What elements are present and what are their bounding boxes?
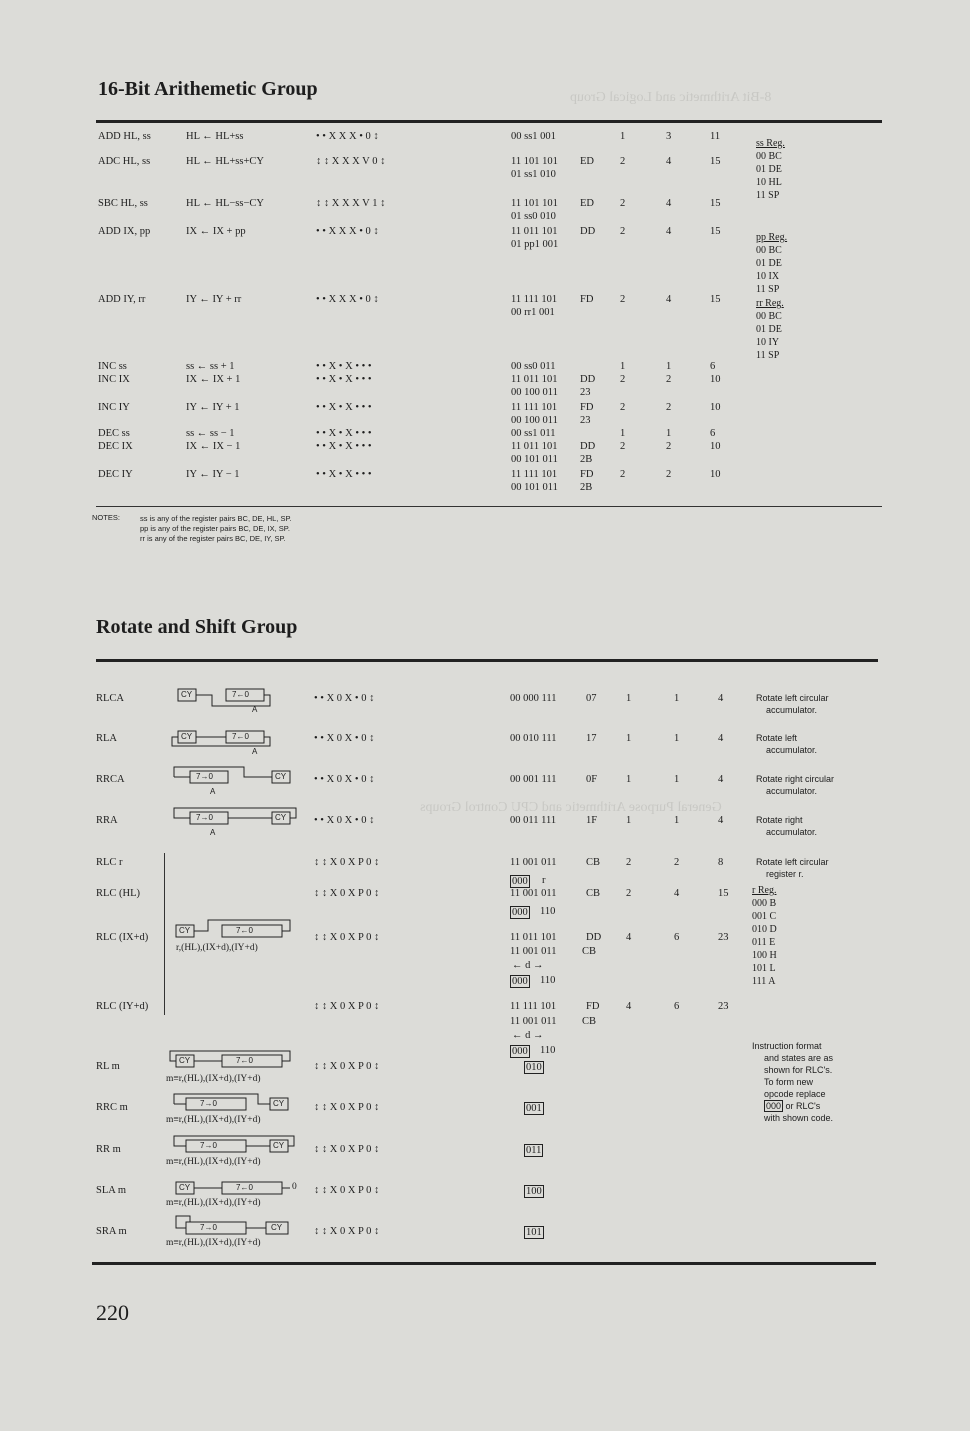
opcode-binary: 00 101 011 <box>511 482 558 493</box>
byte-count: 2 <box>620 374 626 385</box>
opcode-box: 000 <box>512 876 528 887</box>
m-cycles: 2 <box>674 857 680 868</box>
displacement: ← d → <box>512 1030 544 1041</box>
r-reg-row: 111 A <box>752 976 776 987</box>
m-cycles: 1 <box>674 733 680 744</box>
opcode-binary: 010 <box>526 1062 542 1073</box>
flags: ↕ ↕ X 0 X P 0 ↕ <box>314 1226 380 1237</box>
opcode-suffix: r <box>542 875 546 886</box>
r-reg-row: 000 B <box>752 898 777 909</box>
byte-count: 1 <box>620 428 626 439</box>
opcode-binary: 11 001 011 <box>510 1016 557 1027</box>
byte-count: 1 <box>620 361 626 372</box>
t-states: 8 <box>718 857 724 868</box>
m-cycles: 1 <box>674 815 680 826</box>
pp-reg-row: 11 SP <box>756 284 780 295</box>
byte-count: 1 <box>626 815 632 826</box>
pp-reg-row: 10 IX <box>756 271 780 282</box>
byte-count: 2 <box>626 888 632 899</box>
rr-operand-note: m≡r,(HL),(IX+d),(IY+d) <box>166 1157 261 1167</box>
opcode-binary: 11 011 101 <box>511 374 558 385</box>
flags: ↕ ↕ X X X V 1 ↕ <box>316 198 386 209</box>
mnemonic: ADD HL, ss <box>98 131 151 142</box>
opcode-box: 000 <box>512 1046 528 1057</box>
opcode-hex: 2B <box>580 454 593 465</box>
opcode-binary: 11 111 101 <box>511 469 558 480</box>
mnemonic: SRA m <box>96 1226 127 1237</box>
note-text: or RLC's <box>785 1101 821 1111</box>
mnemonic: RRC m <box>96 1102 128 1113</box>
comment-line-1: Rotate right circular <box>756 774 835 784</box>
opcode-binary: 11 111 101 <box>511 402 558 413</box>
opcode-hex: CB <box>582 946 597 957</box>
bleed-through-heading: 8-Bit Arithmetic and Logical Group <box>570 90 772 105</box>
note-line: To form new <box>764 1077 814 1087</box>
opcode-binary: 00 011 111 <box>510 815 557 826</box>
diagram-label-cy: CY <box>179 926 191 935</box>
rlc-diagram <box>176 920 290 937</box>
mnemonic: ADC HL, ss <box>98 156 151 167</box>
flags: ↕ ↕ X 0 X P 0 ↕ <box>314 1144 380 1155</box>
pp-reg-row: 01 DE <box>756 258 782 269</box>
t-states: 15 <box>710 156 721 167</box>
diagram-label-a: A <box>252 705 258 714</box>
m-cycles: 1 <box>674 693 680 704</box>
comment-line-1: Rotate left <box>756 733 798 743</box>
m-cycles: 2 <box>666 469 672 480</box>
mnemonic: RLA <box>96 733 117 744</box>
note-line: Instruction format <box>752 1041 822 1051</box>
r-reg-row: 010 D <box>752 924 777 935</box>
opcode-suffix: 110 <box>540 1045 556 1056</box>
mnemonic: INC IX <box>98 374 130 385</box>
opcode-hex: CB <box>582 1016 597 1027</box>
diagram-label-bits-r: 7→0 <box>200 1141 217 1150</box>
comment-line-1: Rotate right <box>756 815 803 825</box>
opcode-hex: DD <box>580 374 596 385</box>
note-line: and states are as <box>764 1053 834 1063</box>
opcode-binary: 00 ss1 011 <box>511 428 556 439</box>
note-line: rr is any of the register pairs BC, DE, IY, SP. <box>140 534 286 543</box>
flags: • • X • X • • • <box>316 469 372 480</box>
diagram-label-bits-r: 7→0 <box>196 772 213 781</box>
mnemonic: SBC HL, ss <box>98 198 148 209</box>
opcode-hex: DD <box>580 441 596 452</box>
diagram-label-cy: CY <box>181 732 193 741</box>
flags: • • X • X • • • <box>316 441 372 452</box>
opcode-hex: DD <box>586 932 602 943</box>
opcode-binary: 01 ss0 010 <box>511 211 556 222</box>
comment-line-1: Rotate left circular <box>756 693 829 703</box>
opcode-binary: 11 101 101 <box>511 198 558 209</box>
sla-zero-in: 0 <box>292 1182 297 1192</box>
flags: ↕ ↕ X 0 X P 0 ↕ <box>314 1102 380 1113</box>
mnemonic: RR m <box>96 1144 121 1155</box>
t-states: 6 <box>710 361 716 372</box>
flags: • • X X X • 0 ↕ <box>316 131 379 142</box>
byte-count: 1 <box>626 774 632 785</box>
m-cycles: 6 <box>674 932 680 943</box>
notes-label: NOTES: <box>92 513 120 522</box>
flags: • • X 0 X • 0 ↕ <box>314 693 375 704</box>
mnemonic: DEC ss <box>98 428 130 439</box>
m-cycles: 2 <box>666 402 672 413</box>
opcode-suffix: 110 <box>540 906 556 917</box>
m-cycles: 4 <box>666 294 672 305</box>
m-cycles: 4 <box>666 226 672 237</box>
opcode-binary: 00 100 011 <box>511 387 558 398</box>
diagram-label-bits-l: 7←0 <box>232 732 249 741</box>
flags: • • X • X • • • <box>316 428 372 439</box>
byte-count: 2 <box>620 441 626 452</box>
diagram-label-a: A <box>252 747 258 756</box>
note-line <box>752 1100 833 1112</box>
opcode-hex: 07 <box>586 693 597 704</box>
t-states: 23 <box>718 1001 729 1012</box>
diagram-label-cy: CY <box>275 813 287 822</box>
opcode-hex: 0F <box>586 774 598 785</box>
sra-operand-note: m≡r,(HL),(IX+d),(IY+d) <box>166 1238 261 1248</box>
note-line: shown for RLC's. <box>764 1065 833 1075</box>
opcode-hex: FD <box>580 402 594 413</box>
opcode-hex: DD <box>580 226 596 237</box>
opcode-hex: FD <box>580 469 594 480</box>
mnemonic: RLC (HL) <box>96 888 141 899</box>
rr-reg-row: 11 SP <box>756 350 780 361</box>
byte-count: 2 <box>626 857 632 868</box>
operation: HL ← HL+ss <box>186 131 244 142</box>
mnemonic: RLC (IY+d) <box>96 1001 149 1012</box>
flags: • • X 0 X • 0 ↕ <box>314 774 375 785</box>
comment-line-2: accumulator. <box>766 745 818 755</box>
m-cycles: 4 <box>674 888 680 899</box>
diagram-label-cy: CY <box>273 1099 285 1108</box>
bleed-through-heading-2: General Purpose Arithmetic and CPU Control Groups <box>420 800 722 815</box>
byte-count: 2 <box>620 156 626 167</box>
note-line: opcode replace <box>764 1089 826 1099</box>
operation: IY ← IY + 1 <box>186 402 240 413</box>
opcode-hex: CB <box>586 857 601 868</box>
byte-count: 1 <box>626 733 632 744</box>
opcode-hex: ED <box>580 156 594 167</box>
flags: • • X 0 X • 0 ↕ <box>314 815 375 826</box>
comment-line-1: Rotate left circular <box>756 857 829 867</box>
opcode-binary: 11 011 101 <box>511 226 558 237</box>
sla-diagram <box>176 1182 290 1194</box>
opcode-binary: 01 pp1 001 <box>511 239 559 250</box>
operation: HL ← HL−ss−CY <box>186 198 264 209</box>
diagram-label-cy: CY <box>273 1141 285 1150</box>
flags: • • X X X • 0 ↕ <box>316 226 379 237</box>
ss-reg-row: 01 DE <box>756 164 782 175</box>
diagram-label-a: A <box>210 787 216 796</box>
diagram-label-cy: CY <box>275 772 287 781</box>
byte-count: 2 <box>620 198 626 209</box>
opcode-hex: CB <box>586 888 601 899</box>
diagram-label-bits-r: 7→0 <box>200 1223 217 1232</box>
opcode-hex: ED <box>580 198 594 209</box>
page-number: 220 <box>96 1300 129 1325</box>
rrc-diagram <box>174 1094 288 1110</box>
mnemonic: RRA <box>96 815 118 826</box>
opcode-binary: 11 001 011 <box>510 857 557 868</box>
mnemonic: ADD IY, rr <box>98 294 146 305</box>
m-cycles: 1 <box>674 774 680 785</box>
m-cycles: 1 <box>666 428 672 439</box>
arith-group-title: 16-Bit Arithemetic Group <box>98 78 318 100</box>
opcode-binary: 11 111 101 <box>510 1001 557 1012</box>
rotate-group-title: Rotate and Shift Group <box>96 616 298 638</box>
rr-reg-row: 10 IY <box>756 337 780 348</box>
diagram-label-bits-l: 7←0 <box>236 1183 253 1192</box>
opcode-binary: 001 <box>526 1103 542 1114</box>
flags: • • X • X • • • <box>316 402 372 413</box>
diagram-label-a: A <box>210 828 216 837</box>
opcode-binary: 00 ss0 011 <box>511 361 556 372</box>
diagram-label-cy: CY <box>179 1056 191 1065</box>
opcode-binary: 00 010 111 <box>510 733 557 744</box>
flags: ↕ ↕ X 0 X P 0 ↕ <box>314 888 380 899</box>
mnemonic: RL m <box>96 1061 120 1072</box>
opcode-binary: 01 ss1 010 <box>511 169 556 180</box>
flags: ↕ ↕ X 0 X P 0 ↕ <box>314 932 380 943</box>
opcode-binary: 11 101 101 <box>511 156 558 167</box>
r-reg-row: 101 L <box>752 963 776 974</box>
opcode-box: 000 <box>512 907 528 918</box>
diagram-label-cy: CY <box>181 690 193 699</box>
t-states: 4 <box>718 733 724 744</box>
note-line: with shown code. <box>764 1113 834 1123</box>
ss-reg-header: ss Reg. <box>756 138 785 149</box>
rr-reg-row: 01 DE <box>756 324 782 335</box>
opcode-binary: 00 000 111 <box>510 693 557 704</box>
rlc-operand-note: r,(HL),(IX+d),(IY+d) <box>176 943 258 953</box>
m-cycles: 2 <box>666 441 672 452</box>
byte-count: 2 <box>620 469 626 480</box>
ss-reg-row: 10 HL <box>756 177 782 188</box>
flags: ↕ ↕ X 0 X P 0 ↕ <box>314 857 380 868</box>
pp-reg-row: 00 BC <box>756 245 782 256</box>
r-reg-row: 100 H <box>752 950 777 961</box>
comment-line-2: register r. <box>766 869 804 879</box>
diagram-label-bits-r: 7→0 <box>196 813 213 822</box>
byte-count: 2 <box>620 226 626 237</box>
comment-line-2: accumulator. <box>766 705 818 715</box>
mnemonic: RLC r <box>96 857 123 868</box>
flags: ↕ ↕ X 0 X P 0 ↕ <box>314 1061 380 1072</box>
rrc-operand-note: m≡r,(HL),(IX+d),(IY+d) <box>166 1115 261 1125</box>
m-cycles: 4 <box>666 156 672 167</box>
t-states: 11 <box>710 131 721 142</box>
t-states: 4 <box>718 774 724 785</box>
diagram-label-cy: CY <box>271 1223 283 1232</box>
mnemonic: DEC IY <box>98 469 133 480</box>
r-reg-row: 001 C <box>752 911 777 922</box>
opcode-hex: 17 <box>586 733 597 744</box>
opcode-binary: 00 101 011 <box>511 454 558 465</box>
displacement: ← d → <box>512 960 544 971</box>
opcode-binary: 11 111 101 <box>511 294 558 305</box>
rotate-bottom-rule <box>92 1262 876 1265</box>
t-states: 10 <box>710 441 721 452</box>
opcode-hex: 2B <box>580 482 593 493</box>
t-states: 10 <box>710 469 721 480</box>
rlc-group-brace <box>160 853 165 1015</box>
opcode-binary: 11 001 011 <box>510 888 557 899</box>
t-states: 10 <box>710 402 721 413</box>
diagram-label-bits-r: 7→0 <box>200 1099 217 1108</box>
opcode-binary: 101 <box>526 1227 542 1238</box>
t-states: 4 <box>718 815 724 826</box>
opcode-binary: 00 ss1 001 <box>511 131 556 142</box>
mnemonic: ADD IX, pp <box>98 226 151 237</box>
opcode-binary: 11 001 011 <box>510 946 557 957</box>
opcode-binary: 011 <box>526 1145 542 1156</box>
flags: ↕ ↕ X 0 X P 0 ↕ <box>314 1001 380 1012</box>
t-states: 15 <box>710 198 721 209</box>
rr-reg-row: 00 BC <box>756 311 782 322</box>
opcode-binary: 100 <box>526 1186 542 1197</box>
flags: ↕ ↕ X X X V 0 ↕ <box>316 156 386 167</box>
rrca-diagram <box>174 767 290 783</box>
opcode-hex: 1F <box>586 815 598 826</box>
m-cycles: 2 <box>666 374 672 385</box>
operation: IX ← IX + pp <box>186 226 246 237</box>
comment-line-2: accumulator. <box>766 786 818 796</box>
t-states: 15 <box>710 226 721 237</box>
byte-count: 1 <box>626 693 632 704</box>
operation: IX ← IX − 1 <box>186 441 241 452</box>
byte-count: 2 <box>620 294 626 305</box>
r-reg-header: r Reg. <box>752 885 777 896</box>
opcode-hex: FD <box>586 1001 600 1012</box>
flags: ↕ ↕ X 0 X P 0 ↕ <box>314 1185 380 1196</box>
operation: ss ← ss + 1 <box>186 361 235 372</box>
opcode-box: 000 <box>512 976 528 987</box>
flags: • • X • X • • • <box>316 374 372 385</box>
byte-count: 1 <box>620 131 626 142</box>
m-cycles: 4 <box>666 198 672 209</box>
diagram-label-bits-l: 7←0 <box>232 690 249 699</box>
pp-reg-header: pp Reg. <box>756 232 788 243</box>
note-line: pp is any of the register pairs BC, DE, IX, SP. <box>140 524 290 533</box>
opcode-binary: 11 011 101 <box>510 932 557 943</box>
instruction-format-note <box>752 1040 833 1124</box>
mnemonic: SLA m <box>96 1185 127 1196</box>
opcode-hex: 23 <box>580 387 591 398</box>
sla-operand-note: m≡r,(HL),(IX+d),(IY+d) <box>166 1198 261 1208</box>
operation: IY ← IY + rr <box>186 294 242 305</box>
opcode-hex: FD <box>580 294 594 305</box>
mnemonic: RLCA <box>96 693 125 704</box>
comment-line-2: accumulator. <box>766 827 818 837</box>
mnemonic: RRCA <box>96 774 125 785</box>
flags: • • X X X • 0 ↕ <box>316 294 379 305</box>
byte-count: 4 <box>626 932 632 943</box>
r-register-table <box>752 884 777 988</box>
m-cycles: 1 <box>666 361 672 372</box>
opcode-binary: 00 001 111 <box>510 774 557 785</box>
rr-reg-header: rr Reg. <box>756 298 784 309</box>
byte-count: 4 <box>626 1001 632 1012</box>
t-states: 10 <box>710 374 721 385</box>
mnemonic: RLC (IX+d) <box>96 932 149 943</box>
m-cycles: 6 <box>674 1001 680 1012</box>
opcode-binary: 00 rr1 001 <box>511 307 555 318</box>
flags: • • X 0 X • 0 ↕ <box>314 733 375 744</box>
r-reg-row: 011 E <box>752 937 776 948</box>
mnemonic: INC IY <box>98 402 130 413</box>
ss-reg-row: 00 BC <box>756 151 782 162</box>
opcode-hex: 23 <box>580 415 591 426</box>
operation: ss ← ss − 1 <box>186 428 235 439</box>
byte-count: 2 <box>620 402 626 413</box>
t-states: 4 <box>718 693 724 704</box>
t-states: 23 <box>718 932 729 943</box>
operation: IY ← IY − 1 <box>186 469 240 480</box>
diagram-label-bits-l: 7←0 <box>236 926 253 935</box>
opcode-box: 000 <box>766 1101 782 1111</box>
ss-reg-row: 11 SP <box>756 190 780 201</box>
opcode-binary: 00 100 011 <box>511 415 558 426</box>
t-states: 15 <box>718 888 729 899</box>
diagram-label-cy: CY <box>179 1183 191 1192</box>
note-line: ss is any of the register pairs BC, DE, HL, SP. <box>140 514 292 523</box>
opcode-suffix: 110 <box>540 975 556 986</box>
operation: HL ← HL+ss+CY <box>186 156 264 167</box>
t-states: 15 <box>710 294 721 305</box>
rl-operand-note: m≡r,(HL),(IX+d),(IY+d) <box>166 1074 261 1084</box>
operation: IX ← IX + 1 <box>186 374 241 385</box>
mnemonic: DEC IX <box>98 441 133 452</box>
t-states: 6 <box>710 428 716 439</box>
flags: • • X • X • • • <box>316 361 372 372</box>
mnemonic: INC ss <box>98 361 127 372</box>
m-cycles: 3 <box>666 131 672 142</box>
diagram-label-bits-l: 7←0 <box>236 1056 253 1065</box>
opcode-binary: 11 011 101 <box>511 441 558 452</box>
